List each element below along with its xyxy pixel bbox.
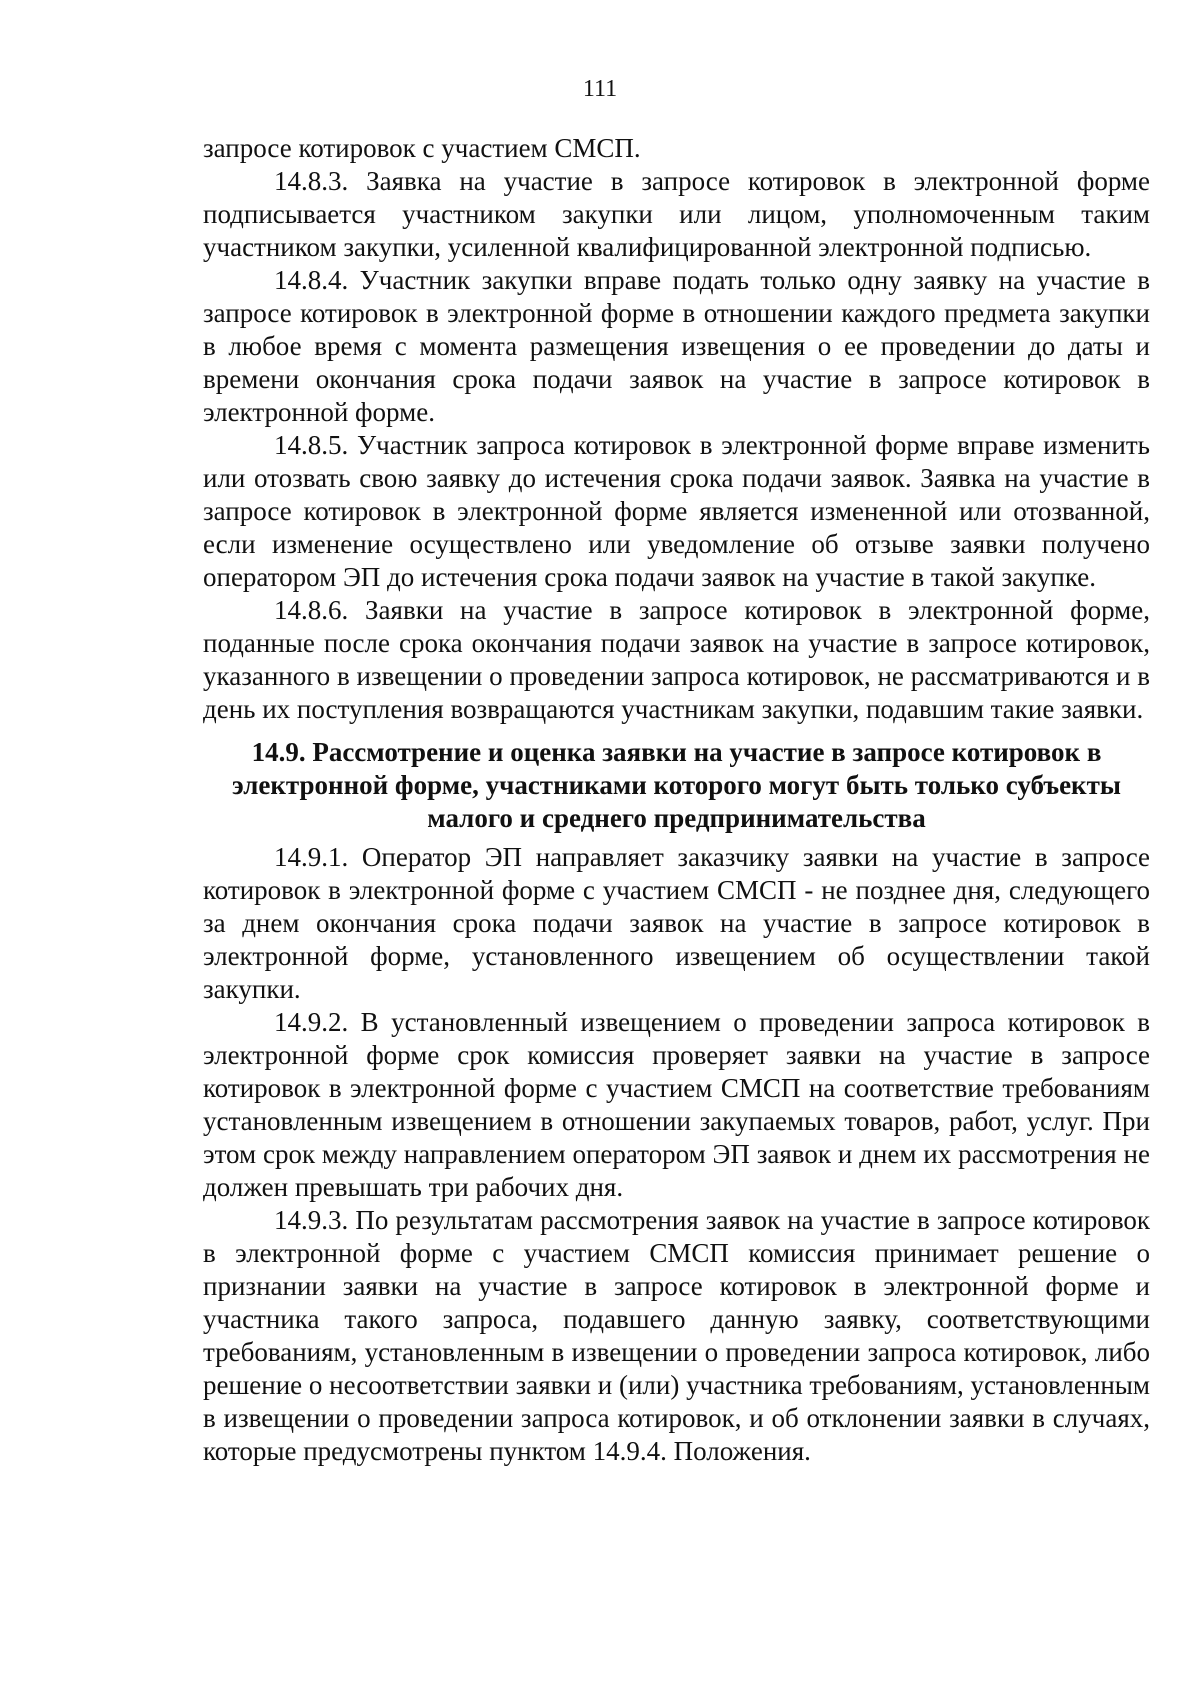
section-heading-line: 14.9. Рассмотрение и оценка заявки на участие в запросе котировок в — [251, 737, 1102, 767]
page-number: 111 — [582, 76, 618, 102]
paragraph-continuation: запросе котировок с участием СМСП. — [203, 133, 641, 163]
paragraph-14-8-4: 14.8.4. Участник закупки вправе подать только одну заявку на участие в запросе котировок в электронной форме в отношении каждого предмета закупки в любое время с момента размещения извещения о ее проведении до даты и времени окончания срока подачи заявок на участие в запросе котировок в электронной форме. — [203, 265, 1150, 427]
paragraph-14-8-3: 14.8.3. Заявка на участие в запросе котировок в электронной форме подписывается участником закупки или лицом, уполномоченным таким участником закупки, усиленной квалифицированной электронной подписью. — [203, 166, 1150, 262]
section-heading-line: электронной форме, участниками которого могут быть только субъекты — [232, 770, 1121, 800]
section-heading-14-9 — [203, 736, 1150, 835]
document-body — [203, 132, 1150, 1468]
paragraph-14-8-6: 14.8.6. Заявки на участие в запросе котировок в электронной форме, поданные после срока окончания подачи заявок на участие в запросе котировок, указанного в извещении о проведении запроса котировок, не рассматриваются и в день их поступления возвращаются участникам закупки, подавшим такие заявки. — [203, 595, 1150, 724]
section-heading-line: малого и среднего предпринимательства — [427, 803, 926, 833]
paragraph-14-9-3: 14.9.3. По результатам рассмотрения заявок на участие в запросе котировок в электронной форме с участием СМСП комиссия принимает решение о признании заявки на участие в запросе котировок в электронной форме и участника такого запроса, подавшего данную заявку, соответствующими требованиям, установленным в извещении о проведении запроса котировок, либо решение о несоответствии заявки и (или) участника требованиям, установленным в извещении о проведении запроса котировок, и об отклонении заявки в случаях, которые предусмотрены пунктом 14.9.4. Положения. — [203, 1205, 1150, 1466]
paragraph-14-9-1: 14.9.1. Оператор ЭП направляет заказчику заявки на участие в запросе котировок в электронной форме с участием СМСП - не позднее дня, следующего за днем окончания срока подачи заявок на участие в запросе котировок в электронной форме, установленного извещением об осуществлении такой закупки. — [203, 842, 1150, 1004]
paragraph-14-8-5: 14.8.5. Участник запроса котировок в электронной форме вправе изменить или отозвать свою заявку до истечения срока подачи заявок. Заявка на участие в запросе котировок в электронной форме является измененной или отозванной, если изменение осуществлено или уведомление об отзыве заявки получено оператором ЭП до истечения срока подачи заявок на участие в такой закупке. — [203, 430, 1150, 592]
paragraph-14-9-2: 14.9.2. В установленный извещением о проведении запроса котировок в электронной форме срок комиссия проверяет заявки на участие в запросе котировок в электронной форме с участием СМСП на соответствие требованиям установленным извещением в отношении закупаемых товаров, работ, услуг. При этом срок между направлением оператором ЭП заявок и днем их рассмотрения не должен превышать три рабочих дня. — [203, 1007, 1150, 1202]
